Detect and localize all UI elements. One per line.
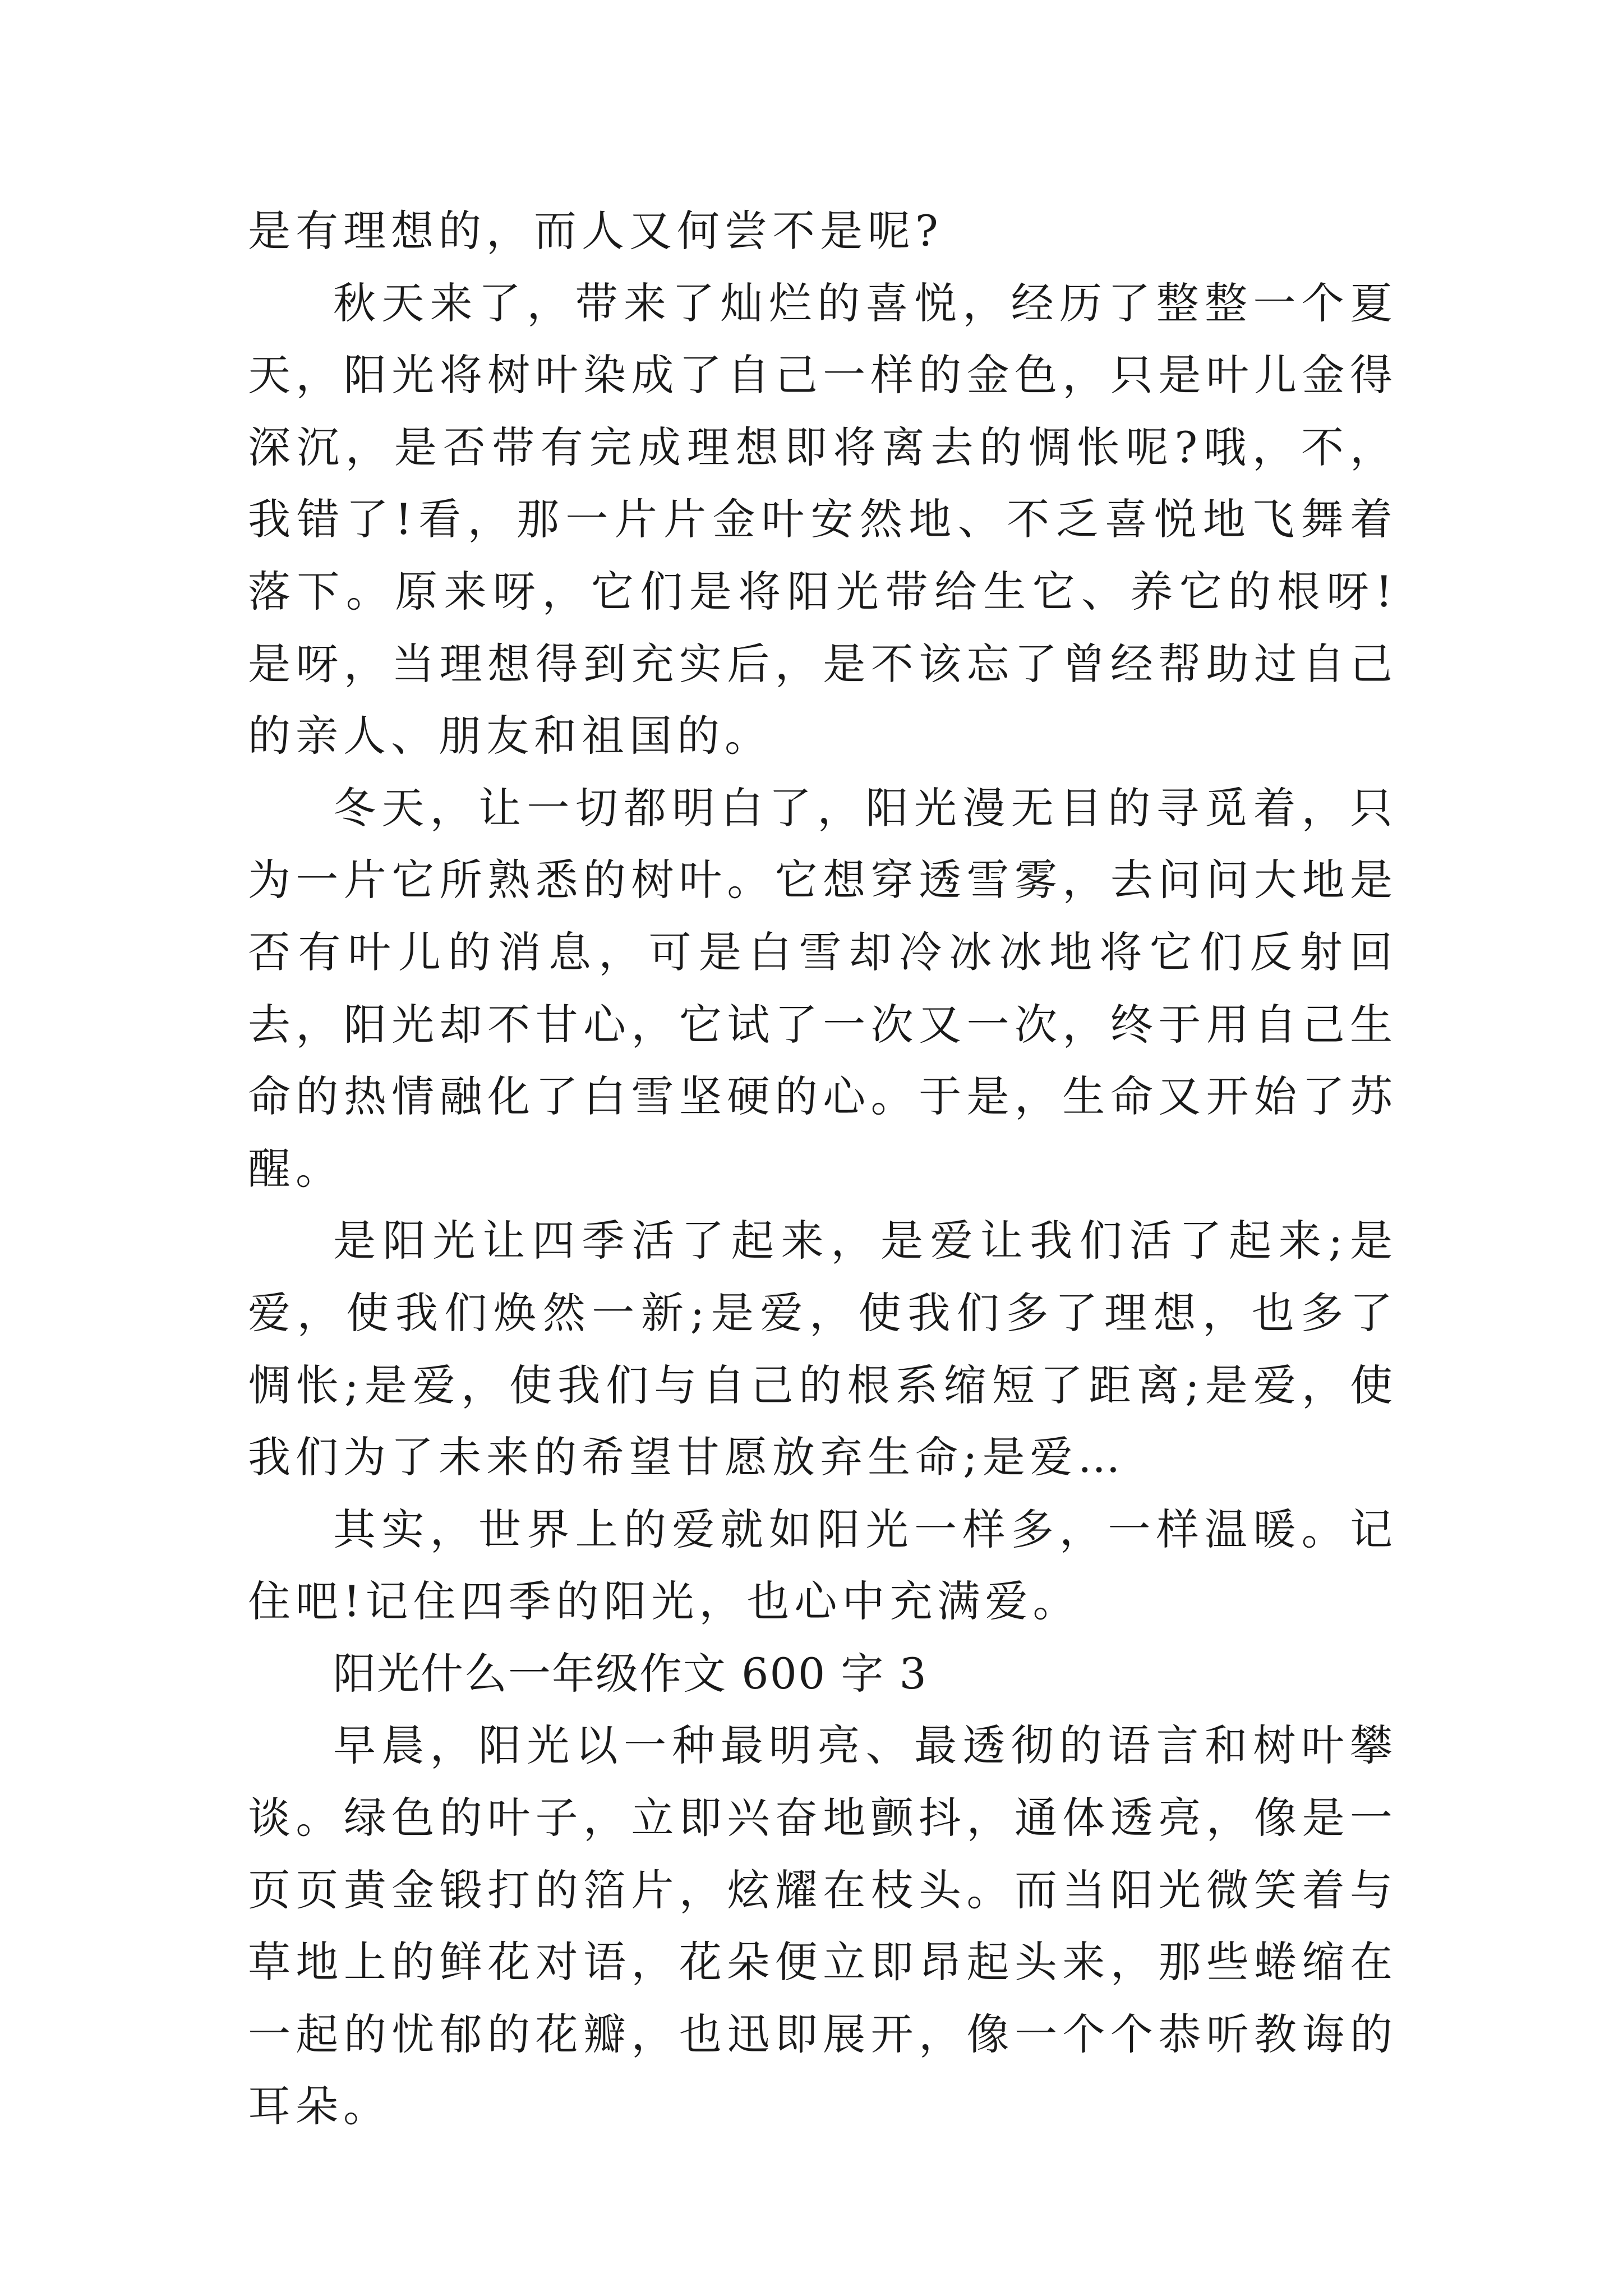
paragraph-1: 是有理想的，而人又何尝不是呢? [248, 206, 943, 256]
paragraph-2: 秋天来了，带来了灿烂的喜悦，经历了整整一个夏天，阳光将树叶染成了自己一样的金色，只是叶儿金得深沉，是否带有完成理想即将离去的惆怅呢?哦，不，我错了!看，那一片片金叶安然地、不乏喜悦地飞舞着落下。原来呀，它们是将阳光带给生它、养它的根呀!是呀，当理想得到充实后，是不该忘了曾经帮助过自己的亲人、朋友和祖国的。 [248, 278, 1398, 761]
paragraph-3: 冬天，让一切都明白了，阳光漫无目的寻觅着，只为一片它所熟悉的树叶。它想穿透雪雾，去问问大地是否有叶儿的消息，可是白雪却冷冰冰地将它们反射回去，阳光却不甘心，它试了一次又一次，终于用自己生命的热情融化了白雪坚硬的心。于是，生命又开始了苏醒。 [248, 783, 1398, 1194]
document-body [248, 195, 1398, 2143]
section-heading: 阳光什么一年级作文 600 字 3 [333, 1648, 928, 1699]
paragraph-7: 早晨，阳光以一种最明亮、最透彻的语言和树叶攀谈。绿色的叶子，立即兴奋地颤抖，通体透亮，像是一页页黄金锻打的箔片，炫耀在枝头。而当阳光微笑着与草地上的鲜花对语，花朵便立即昂起头来，那些蜷缩在一起的忧郁的花瓣，也迅即展开，像一个个恭听教诲的耳朵。 [248, 1720, 1398, 2132]
paragraph-4: 是阳光让四季活了起来，是爱让我们活了起来;是爱，使我们焕然一新;是爱，使我们多了理想，也多了惆怅;是爱，使我们与自己的根系缩短了距离;是爱，使我们为了未来的希望甘愿放弃生命;是爱… [248, 1216, 1398, 1483]
paragraph-5: 其实，世界上的爱就如阳光一样多，一样温暖。记住吧!记住四季的阳光，也心中充满爱。 [248, 1504, 1398, 1627]
